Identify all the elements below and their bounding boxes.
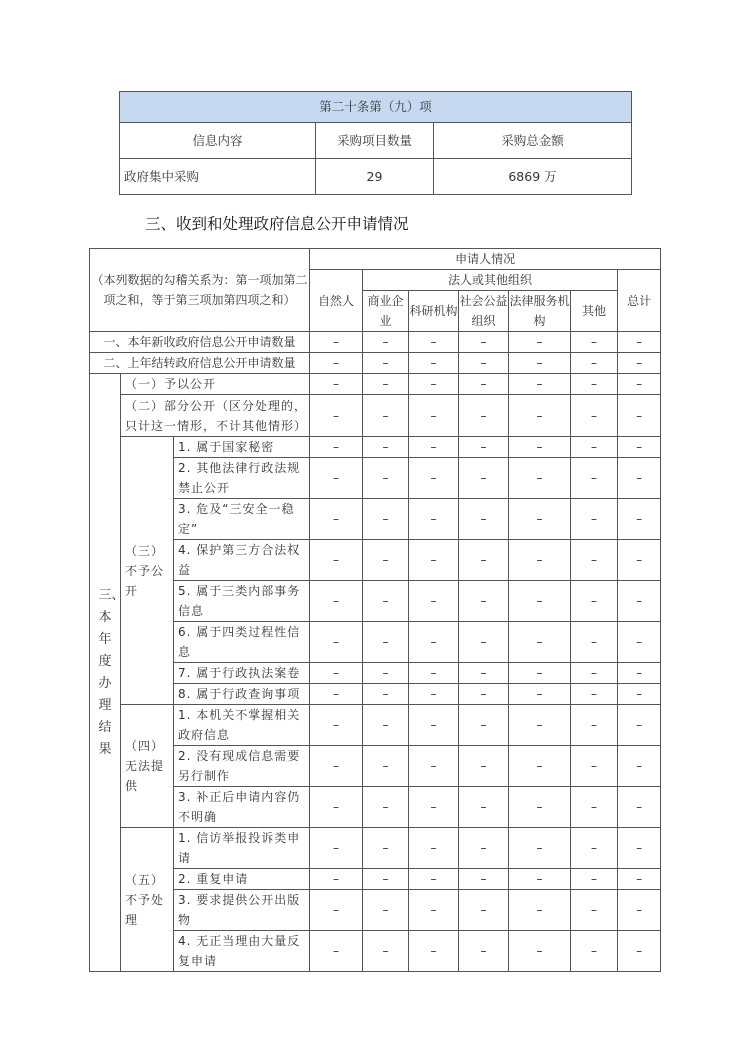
value-cell: –: [409, 931, 459, 972]
value-cell: –: [459, 869, 509, 890]
table-row: [90, 684, 661, 705]
value-cell: –: [509, 746, 571, 787]
value-cell: –: [409, 437, 459, 458]
table-row: [90, 540, 661, 581]
header-count: 采购项目数量: [316, 123, 434, 159]
value-cell: –: [363, 499, 409, 540]
item-label: 3. 补正后申请内容仍不明确: [174, 787, 310, 828]
value-cell: –: [509, 374, 571, 395]
value-cell: –: [409, 622, 459, 663]
group-disclosed: （一）予以公开: [121, 374, 310, 395]
item-label: 4. 无正当理由大量反复申请: [174, 931, 310, 972]
value-cell: –: [618, 499, 661, 540]
value-cell: –: [459, 395, 509, 437]
value-cell: –: [571, 353, 618, 374]
table-row: [90, 869, 661, 890]
value-cell: –: [509, 828, 571, 869]
value-cell: –: [618, 828, 661, 869]
group-not-disclosed: （三）不予公开: [121, 437, 174, 705]
value-cell: –: [509, 931, 571, 972]
value-cell: –: [509, 581, 571, 622]
value-cell: –: [571, 705, 618, 746]
value-cell: –: [409, 705, 459, 746]
value-cell: –: [571, 622, 618, 663]
value-cell: –: [363, 705, 409, 746]
value-cell: –: [571, 395, 618, 437]
value-cell: –: [310, 395, 363, 437]
row-carried-over: 二、上年结转政府信息公开申请数量: [90, 353, 310, 374]
value-cell: –: [459, 828, 509, 869]
item-label: 2. 没有现成信息需要另行制作: [174, 746, 310, 787]
value-cell: –: [409, 540, 459, 581]
legal-col-header: 商业企业: [363, 291, 409, 332]
value-cell: –: [310, 663, 363, 684]
value-cell: –: [409, 869, 459, 890]
value-cell: –: [571, 890, 618, 931]
value-cell: –: [618, 437, 661, 458]
value-cell: –: [459, 374, 509, 395]
value-cell: –: [310, 931, 363, 972]
item-label: 3. 要求提供公开出版物: [174, 890, 310, 931]
value-cell: –: [310, 890, 363, 931]
table-row: [90, 581, 661, 622]
value-cell: –: [409, 581, 459, 622]
value-cell: –: [310, 374, 363, 395]
value-cell: –: [509, 458, 571, 499]
value-cell: –: [310, 622, 363, 663]
value-cell: –: [618, 663, 661, 684]
value-cell: –: [409, 663, 459, 684]
value-cell: –: [509, 499, 571, 540]
value-cell: –: [571, 540, 618, 581]
table-row: [90, 395, 661, 437]
value-cell: –: [363, 622, 409, 663]
value-cell: –: [618, 540, 661, 581]
value-cell: –: [363, 458, 409, 499]
value-cell: –: [363, 540, 409, 581]
value-cell: –: [618, 581, 661, 622]
value-cell: –: [363, 353, 409, 374]
value-cell: –: [310, 332, 363, 353]
table-row: [90, 931, 661, 972]
value-cell: –: [571, 332, 618, 353]
table-row: [90, 622, 661, 663]
value-cell: –: [618, 458, 661, 499]
value-cell: –: [409, 374, 459, 395]
table-row: [90, 890, 661, 931]
value-cell: –: [618, 705, 661, 746]
value-cell: –: [509, 787, 571, 828]
value-cell: –: [363, 890, 409, 931]
value-cell: –: [618, 684, 661, 705]
value-cell: –: [618, 622, 661, 663]
value-cell: –: [571, 458, 618, 499]
value-cell: –: [459, 499, 509, 540]
table-title: 第二十条第（九）项: [120, 92, 632, 123]
row-new-applications: 一、本年新收政府信息公开申请数量: [90, 332, 310, 353]
item-label: 2. 其他法律行政法规禁止公开: [174, 458, 310, 499]
item-label: 7. 属于行政执法案卷: [174, 663, 310, 684]
value-cell: –: [310, 828, 363, 869]
table-row: [90, 374, 661, 395]
value-cell: –: [310, 581, 363, 622]
value-cell: –: [571, 869, 618, 890]
value-cell: –: [310, 458, 363, 499]
value-cell: –: [459, 581, 509, 622]
section3-text: 三、本年度办理结果: [98, 587, 125, 757]
value-cell: –: [310, 787, 363, 828]
value-cell: –: [459, 746, 509, 787]
value-cell: –: [509, 869, 571, 890]
value-cell: –: [363, 869, 409, 890]
legal-col-header: 科研机构: [409, 291, 459, 332]
value-cell: –: [363, 663, 409, 684]
table-row: [90, 437, 661, 458]
value-cell: –: [310, 437, 363, 458]
value-cell: –: [363, 332, 409, 353]
item-label: 3. 危及“三安全一稳定”: [174, 499, 310, 540]
value-cell: –: [459, 622, 509, 663]
value-cell: –: [618, 746, 661, 787]
value-cell: –: [363, 746, 409, 787]
value-cell: –: [459, 684, 509, 705]
item-label: 1. 本机关不掌握相关政府信息: [174, 705, 310, 746]
item-label: 1. 属于国家秘密: [174, 437, 310, 458]
value-cell: –: [363, 374, 409, 395]
value-cell: –: [409, 787, 459, 828]
section3-label: [90, 374, 125, 972]
value-cell: –: [310, 869, 363, 890]
value-cell: –: [310, 353, 363, 374]
section-heading: 三、收到和处理政府信息公开申请情况: [145, 215, 409, 233]
table-row: [90, 828, 661, 869]
application-table: [89, 248, 661, 972]
value-cell: –: [459, 931, 509, 972]
item-label: 6. 属于四类过程性信息: [174, 622, 310, 663]
group-not-processed: （五）不予处理: [121, 828, 174, 972]
value-cell: –: [509, 332, 571, 353]
cell-count: 29: [316, 159, 434, 195]
value-cell: –: [459, 437, 509, 458]
value-cell: –: [310, 540, 363, 581]
item-label: 2. 重复申请: [174, 869, 310, 890]
value-cell: –: [509, 353, 571, 374]
value-cell: –: [509, 890, 571, 931]
value-cell: –: [459, 458, 509, 499]
procurement-table: [119, 91, 632, 195]
value-cell: –: [363, 395, 409, 437]
value-cell: –: [509, 540, 571, 581]
value-cell: –: [509, 622, 571, 663]
value-cell: –: [363, 437, 409, 458]
total-header: 总计: [618, 270, 661, 332]
value-cell: –: [310, 705, 363, 746]
value-cell: –: [618, 787, 661, 828]
value-cell: –: [363, 684, 409, 705]
value-cell: –: [571, 663, 618, 684]
value-cell: –: [571, 499, 618, 540]
cell-amount: 6869 万: [434, 159, 632, 195]
value-cell: –: [459, 353, 509, 374]
table-row: [90, 353, 661, 374]
value-cell: –: [618, 395, 661, 437]
value-cell: –: [363, 931, 409, 972]
legal-col-header: 社会公益组织: [459, 291, 509, 332]
value-cell: –: [459, 540, 509, 581]
value-cell: –: [571, 581, 618, 622]
value-cell: –: [571, 931, 618, 972]
table-row: [90, 705, 661, 746]
value-cell: –: [571, 374, 618, 395]
value-cell: –: [618, 374, 661, 395]
value-cell: –: [618, 931, 661, 972]
corner-note: （本列数据的勾稽关系为：第一项加第二项之和，等于第三项加第四项之和）: [90, 249, 310, 332]
group-partial: （二）部分公开（区分处理的，只计这一情形，不计其他情形）: [121, 395, 310, 437]
value-cell: –: [409, 746, 459, 787]
table-row: [90, 787, 661, 828]
value-cell: –: [571, 684, 618, 705]
value-cell: –: [571, 828, 618, 869]
applicant-header: 申请人情况: [310, 249, 661, 270]
header-amount: 采购总金额: [434, 123, 632, 159]
value-cell: –: [509, 705, 571, 746]
value-cell: –: [509, 684, 571, 705]
legal-col-header: 其他: [571, 291, 618, 332]
value-cell: –: [509, 395, 571, 437]
value-cell: –: [409, 890, 459, 931]
value-cell: –: [409, 458, 459, 499]
legal-col-header: 法律服务机构: [509, 291, 571, 332]
value-cell: –: [618, 353, 661, 374]
group-unable: （四）无法提供: [121, 705, 174, 828]
value-cell: –: [409, 395, 459, 437]
value-cell: –: [459, 705, 509, 746]
item-label: 1. 信访举报投诉类申请: [174, 828, 310, 869]
value-cell: –: [409, 499, 459, 540]
table-row: [90, 499, 661, 540]
table-row: [90, 458, 661, 499]
natural-person-header: 自然人: [310, 270, 363, 332]
value-cell: –: [571, 787, 618, 828]
value-cell: –: [509, 663, 571, 684]
legal-header: 法人或其他组织: [363, 270, 618, 291]
cell-info: 政府集中采购: [120, 159, 316, 195]
value-cell: –: [409, 353, 459, 374]
value-cell: –: [509, 437, 571, 458]
value-cell: –: [618, 890, 661, 931]
value-cell: –: [459, 332, 509, 353]
table-row: [120, 159, 632, 195]
value-cell: –: [459, 890, 509, 931]
table-row: [90, 249, 661, 270]
value-cell: –: [618, 332, 661, 353]
value-cell: –: [363, 787, 409, 828]
value-cell: –: [459, 787, 509, 828]
header-info: 信息内容: [120, 123, 316, 159]
value-cell: –: [409, 332, 459, 353]
value-cell: –: [363, 581, 409, 622]
value-cell: –: [310, 684, 363, 705]
table-row: [90, 332, 661, 353]
table-row: [90, 746, 661, 787]
value-cell: –: [409, 684, 459, 705]
value-cell: –: [409, 828, 459, 869]
item-label: 8. 属于行政查询事项: [174, 684, 310, 705]
item-label: 5. 属于三类内部事务信息: [174, 581, 310, 622]
item-label: 4. 保护第三方合法权益: [174, 540, 310, 581]
value-cell: –: [571, 746, 618, 787]
value-cell: –: [618, 869, 661, 890]
value-cell: –: [459, 663, 509, 684]
value-cell: –: [363, 828, 409, 869]
value-cell: –: [310, 746, 363, 787]
value-cell: –: [571, 437, 618, 458]
table-row: [90, 663, 661, 684]
value-cell: –: [310, 499, 363, 540]
